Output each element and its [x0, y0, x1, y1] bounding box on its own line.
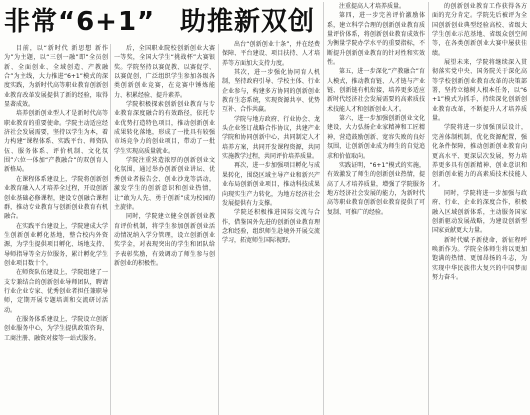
column-divider — [428, 2, 429, 415]
paragraph: 同时，学院建立健全创新创业教育评价机制，将学生参加创新创业活动情况纳入学分管理，设立创新创业奖学金，对表现突出的学生和团队给予表彰奖励，有效调动了师生参与创新创业的积极性。 — [114, 213, 215, 267]
paragraph: 展望未来，学院将继续深入贯彻落实党中央、国务院关于深化高等学校创新创业教育改革的决策部署，坚持立德树人根本任务，以“6+1”模式为抓手，持续深化创新创业教育改革，不断提升人才培养质量。 — [432, 59, 527, 123]
article-column-2 — [114, 44, 215, 413]
paragraph: 出台“创新创业十条”，并在经费保障、平台建设、项目扶持、人才培养等方面加大支持力度。 — [222, 41, 320, 67]
headline-part1: 非常“6+1” — [4, 7, 156, 37]
paragraph: 在课程体系建设上，学院将创新创业教育融入人才培养全过程，开设创新创业基础必修课程，建设专创融合课程群，推动专业教育与创新创业教育有机融合。 — [4, 175, 108, 221]
paragraph: 再次，进一步加强项目孵化与成果转化，围绕区域主导产业和新兴产业布局创新创业项目，推动科技成果向现实生产力转化，为地方经济社会发展提供有力支撑。 — [222, 162, 320, 207]
paragraph: 新时代赋予新使命，新征程呼唤新作为。学院全体师生将以更加饱满的热情、更加昂扬的斗志，为实现中华民族伟大复兴的中国梦而努力奋斗。 — [432, 236, 527, 281]
paragraph: 目前，以“新时代 新思想 新作为”为主题，以“三创一融”即“全员创新、全面创业、全域创造、产教融合”为主线，大力推进“6+1”模式的深度实践，为新时代高等职业教育创新创业教育改革发展提供了新的经验，取得显著成效。 — [4, 45, 108, 109]
article-column-3 — [222, 40, 320, 413]
paragraph: 培养创新创业型人才是新时代高等职业教育的重要使命。学院主动适应经济社会发展需要，坚持以学生为本，着力构建“课程体系、实践平台、师资队伍、服务体系、评价机制、文化氛围”六位一体加“产教融合”的双创育人新格局。 — [4, 110, 108, 174]
paragraph: 学院注重营造浓厚的创新创业文化氛围，通过举办创新创业讲坛、优秀创业者报告会、创业沙龙等活动，激发学生的创新意识和创业热情，让“敢为人先、勇于创新”成为校园的主旋律。 — [114, 157, 215, 211]
paragraph: 后，全国职业院校创新创业大赛一等奖，全国大学生“挑战杯”大赛银奖。学院坚持以赛促教、以赛促学、以赛促创，广泛组织学生参加各级各类创新创业竞赛，在竞赛中锤炼能力、积累经验、提升素养。 — [114, 45, 215, 99]
paragraph: 注重提高人才培养质量。 — [339, 3, 406, 10]
column-divider — [218, 44, 219, 415]
paragraph: 第五，进一步深化“产教融合”育人模式，推动教育链、人才链与产业链、创新链有机衔接，培养更多适应新时代经济社会发展需要的高素质技术技能人才和创新创业人才。 — [327, 68, 425, 113]
column-divider — [323, 2, 324, 415]
paragraph: 其次，进一步强化协同育人机制，坚持政府引导、学校主体、行业企业参与，构建多方协同的创新创业教育生态系统，实现资源共享、优势互补、合作共赢。 — [222, 69, 320, 114]
paragraph: 学院还积极推进国际交流与合作，借鉴国外先进的创新创业教育理念和经验，组织师生赴境外开展交流学习，拓宽师生国际视野。 — [222, 209, 320, 245]
article-column-4 — [327, 2, 425, 413]
headline-part2: 助推新双创 — [180, 7, 316, 37]
paragraph: 学院积极探索创新创业教育与专业教育深度融合的有效路径，依托专业优势打造特色项目，推动创新创业成果转化落地，形成了一批具有较强市场竞争力的创业项目，带动了一批学生实现高质量就业。 — [114, 101, 215, 155]
paragraph: 学院与地方政府、行业协会、龙头企业签订战略合作协议，共建产业学院和协同创新中心，共同制定人才培养方案，共同开发课程资源，共同实施教学过程，共同评价培养质量。 — [222, 115, 320, 161]
paragraph: 在实践平台建设上，学院建成大学生创新创业孵化基地，整合校内外资源，为学生提供项目孵化、场地支持、导师指导等全方位服务，累计孵化学生创业项目数十个。 — [4, 222, 108, 267]
paragraph: 的创新创业教育工作获得各方面的充分肯定。学院先后被评为全国创新创业典型经验高校、省级大学生创业示范基地、省级众创空间等，在各类创新创业大赛中屡获佳绩。 — [432, 3, 527, 57]
column-divider — [110, 44, 111, 415]
paragraph: 在师资队伍建设上，学院组建了一支专兼结合的创新创业导师团队，聘请行业企业专家、优秀创业者担任兼职导师，定期开展专题培训和交流研讨活动。 — [4, 269, 108, 314]
article-column-5 — [432, 2, 527, 413]
paragraph: 同时，学院将进一步加强与政府、行业、企业的深度合作，积极融入区域创新体系，主动服务国家创新驱动发展战略，为建设创新型国家贡献更大力量。 — [432, 189, 527, 235]
paragraph: 实践证明，“6+1”模式的实施，有效激发了师生的创新创业热情，提高了人才培养质量，增强了学院服务地方经济社会发展的能力，为新时代高等职业教育创新创业教育提供了可复制、可推广的经验。 — [327, 161, 425, 216]
paragraph: 第四，进一步完善评价激励体系，建立科学合理的创新创业教育质量评价体系，将创新创业教育成效作为衡量学院办学水平的重要指标，不断提升创新创业教育的针对性和实效性。 — [327, 12, 425, 67]
paragraph: 学院将进一步加强顶层设计，完善体制机制，优化资源配置，强化条件保障，推动创新创业教育向更高水平、更深层次发展，努力培养更多具有创新精神、创业意识和创新创业能力的高素质技术技能人才。 — [432, 124, 527, 188]
paragraph: 在服务体系建设上，学院设立创新创业服务中心，为学生提供政策咨询、工商注册、融资对接等一站式服务。 — [4, 315, 108, 342]
article-column-1 — [4, 44, 108, 413]
paragraph: 第六，进一步加强创新创业文化建设，大力弘扬企业家精神和工匠精神，营造鼓励创新、宽容失败的良好氛围，让创新创业成为师生的自觉追求和价值取向。 — [327, 115, 425, 160]
